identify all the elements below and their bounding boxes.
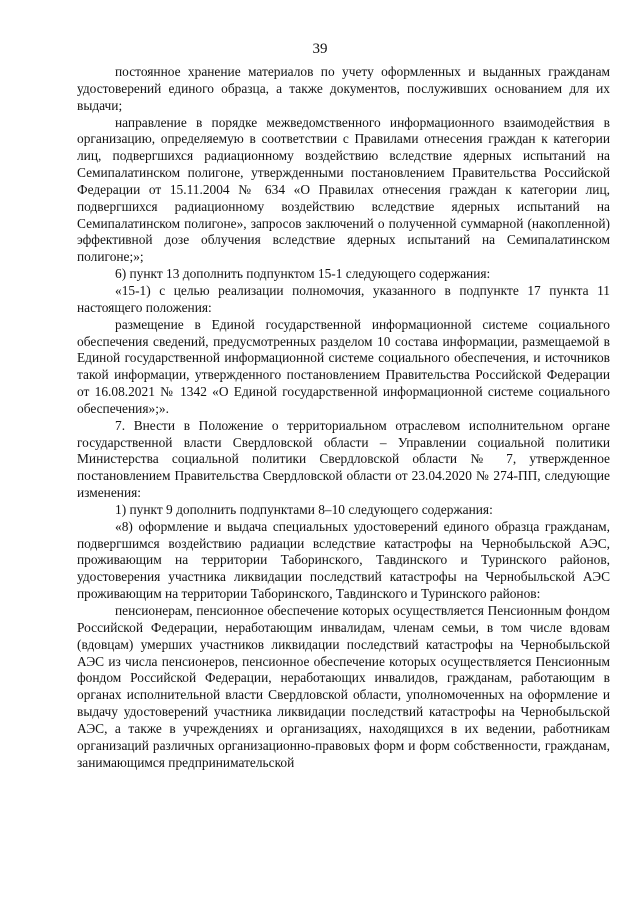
page-number: 39	[312, 41, 328, 57]
body-paragraph: пенсионерам, пенсионное обеспечение которых осуществляется Пенсионным фондом Российской Федерации, неработающим инвалидам, членам семьи, в том числе вдовам (вдовцам) умерших участников ликвидации последствий катастрофы на Чернобыльской АЭС из числа пенсионеров, пенсионное обеспечение которых осуществляется Пенсионным фондом Российской Федерации, неработающих инвалидов, гражданам, работающим в органах исполнительной власти Свердловской области, уполномоченных на оформление и выдачу удостоверений участника ликвидации последствий катастрофы на Чернобыльской АЭС, а также в учреждениях и организациях, находящихся в их ведении, работникам организаций различных организационно-правовых форм и форм собственности, гражданам, занимающимся предпринимательской	[77, 603, 610, 770]
body-paragraph: направление в порядке межведомственного информационного взаимодействия в организацию, определяемую в соответствии с Правилами отнесения граждан к категории лиц, подвергшихся радиационному воздействию вследствие ядерных испытаний на Семипалатинском полигоне, утвержденными постановлением Правительства Российской Федерации от 15.11.2004 № 634 «О Правилах отнесения граждан к категории лиц, подвергшихся радиационному воздействию вследствие ядерных испытаний на Семипалатинском полигоне», запросов заключений о полученной суммарной (накопленной) эффективной дозе облучения вследствие ядерных испытаний на Семипалатинском полигоне;»;	[77, 114, 610, 265]
body-paragraph: 1) пункт 9 дополнить подпунктами 8–10 следующего содержания:	[115, 501, 493, 517]
body-paragraph: размещение в Единой государственной информационной системе социального обеспечения сведений, предусмотренных разделом 10 состава информации, размещаемой в Единой государственной информационной системе социального обеспечения, и источников такой информации, утвержденного постановлением Правительства Российской Федерации от 16.08.2021 № 1342 «О Единой государственной информационной системе социального обеспечения»;».	[77, 316, 610, 416]
body-paragraph: 7. Внести в Положение о территориальном отраслевом исполнительном органе государственной власти Свердловской области – Управлении социальной политики Министерства социальной политики Свердловской области № 7, утвержденное постановлением Правительства Свердловской области от 23.04.2020 № 274-ПП, следующие изменения:	[77, 417, 610, 501]
body-paragraph: постоянное хранение материалов по учету оформленных и выданных гражданам удостоверений единого образца, а также документов, послуживших основанием для их выдачи;	[77, 64, 610, 113]
body-paragraph: 6) пункт 13 дополнить подпунктом 15-1 следующего содержания:	[115, 266, 491, 282]
body-paragraph: «15-1) с целью реализации полномочия, указанного в подпункте 17 пункта 11 настоящего положения:	[77, 282, 610, 315]
document-body	[77, 64, 610, 771]
body-paragraph: «8) оформление и выдача специальных удостоверений единого образца гражданам, подвергшимся воздействию радиации вследствие катастрофы на Чернобыльской АЭС, проживающим на территории Таборинского, Тавдинского и Туринского районов, удостоверения участника ликвидации последствий катастрофы на Чернобыльской АЭС проживающим на территории Таборинского, Тавдинского и Туринского районов:	[77, 518, 610, 602]
